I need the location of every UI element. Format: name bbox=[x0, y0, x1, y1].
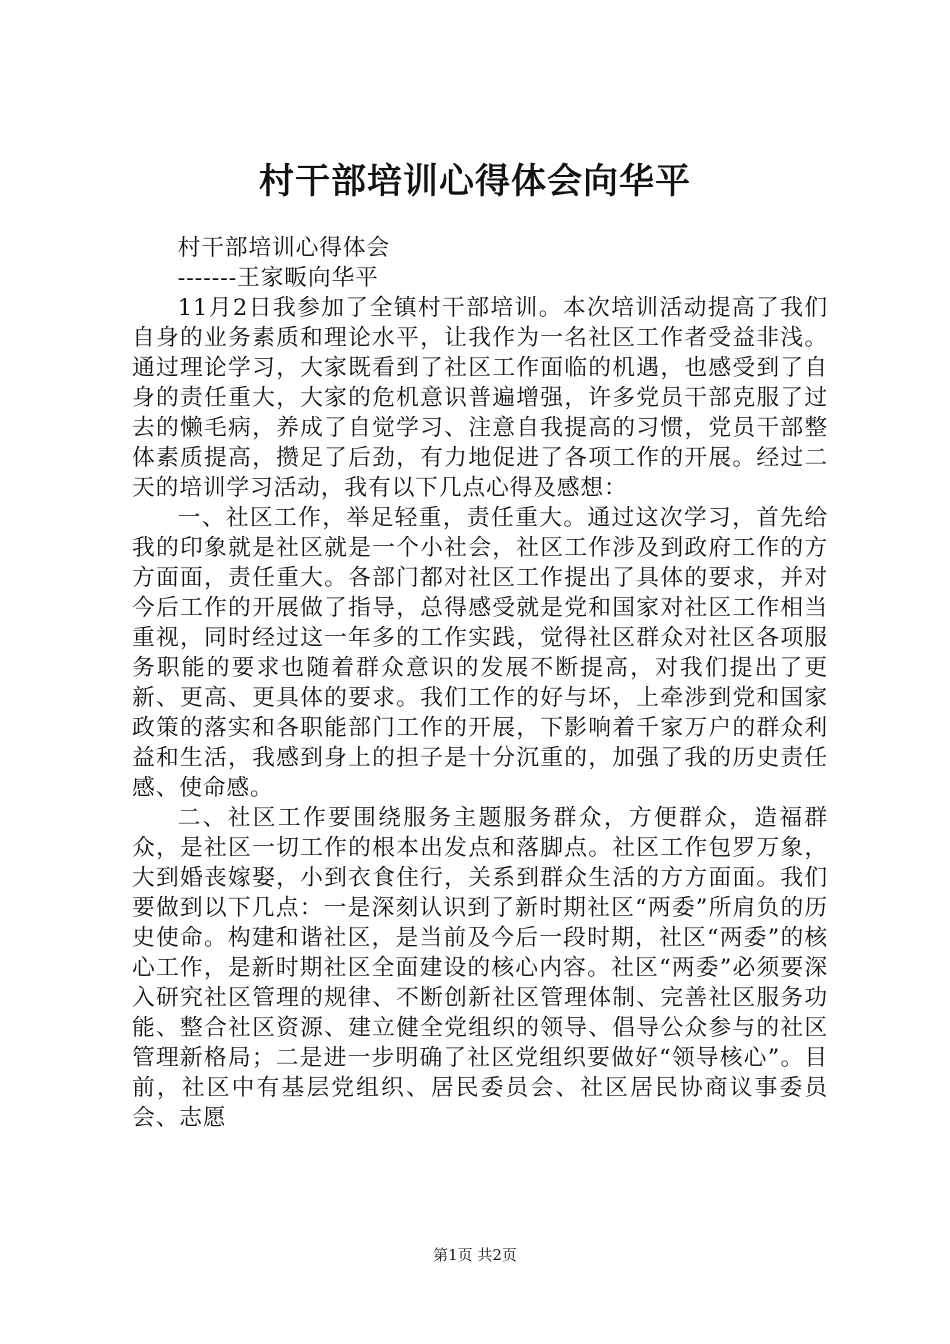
paragraph: 11月2日我参加了全镇村干部培训。本次培训活动提高了我们自身的业务素质和理论水平，让我作为一名社区工作者受益非浅。通过理论学习，大家既看到了社区工作面临的机遇，也感受到了自身的责任重大，大家的危机意识普遍增强，许多党员干部克服了过去的懒毛病，养成了自觉学习、注意自我提高的习惯，党员干部整体素质提高，攒足了后劲，有力地促进了各项工作的开展。经过二天的培训学习活动，我有以下几点心得及感想： bbox=[132, 295, 828, 501]
paragraph: 二、社区工作要围绕服务主题服务群众，方便群众，造福群众，是社区一切工作的根本出发点和落脚点。社区工作包罗万象，大到婚丧嫁娶，小到衣食住行，关系到群众生活的方方面面。我们要做到以下几点：一是深刻认识到了新时期社区“两委”所肩负的历史使命。构建和谐社区，是当前及今后一段时期，社区“两委”的核心工作，是新时期社区全面建设的核心内容。社区“两委”必须要深入研究社区管理的规律、不断创新社区管理体制、完善社区服务功能、整合社区资源、建立健全党组织的领导、倡导公众参与的社区管理新格局；二是进一步明确了社区党组织要做好“领导核心”。目前，社区中有基层党组织、居民委员会、社区居民协商议事委员会、志愿 bbox=[132, 805, 828, 1131]
page-number: 第1页 共2页 bbox=[433, 1246, 517, 1264]
document-title: 村干部培训心得体会向华平 bbox=[258, 162, 691, 202]
paragraph: 一、社区工作，举足轻重，责任重大。通过这次学习，首先给我的印象就是社区就是一个小社会，社区工作涉及到政府工作的方方面面，责任重大。各部门都对社区工作提出了具体的要求，并对今后工作的开展做了指导，总得感受就是党和国家对社区工作相当重视，同时经过这一年多的工作实践，觉得社区群众对社区各项服务职能的要求也随着群众意识的发展不断提高，对我们提出了更新、更高、更具体的要求。我们工作的好与坏，上牵涉到党和国家政策的落实和各职能部门工作的开展，下影响着千家万户的群众利益和生活，我感到身上的担子是十分沉重的，加强了我的历史责任感、使命感。 bbox=[132, 505, 828, 801]
document-body bbox=[132, 233, 828, 1133]
document-subtitle: 村干部培训心得体会 bbox=[177, 235, 390, 261]
author-line: -------王家畈向华平 bbox=[177, 265, 379, 291]
